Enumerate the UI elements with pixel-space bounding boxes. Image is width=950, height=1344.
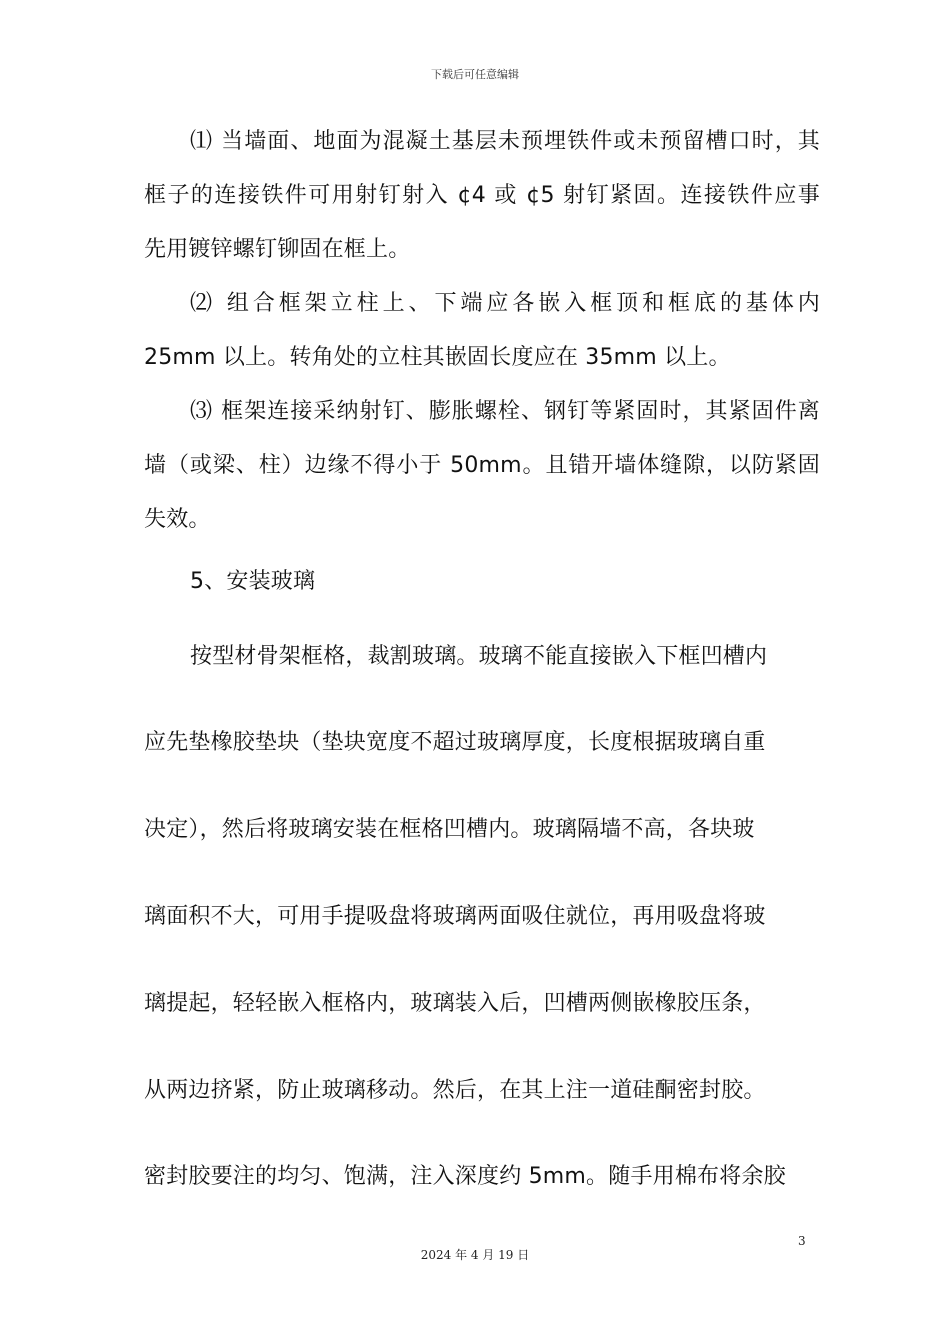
page-number: 3 (798, 1234, 806, 1248)
paragraph-4-line-6: 从两边挤紧，防止玻璃移动。然后，在其上注一道硅酮密封胶。 (144, 1078, 766, 1103)
paragraph-4-line-7: 密封胶要注的均匀、饱满，注入深度约 5mm。随手用棉布将余胶 (144, 1164, 786, 1189)
paragraph-4-line-5: 璃提起，轻轻嵌入框格内，玻璃装入后，凹槽两侧嵌橡胶压条， (144, 991, 766, 1016)
paragraph-4-line-4: 璃面积不大，可用手提吸盘将玻璃两面吸住就位，再用吸盘将玻 (144, 904, 766, 929)
page-header: 下载后可任意编辑 (431, 68, 519, 81)
paragraph-1-line-2: 框子的连接铁件可用射钉射入 ¢4 或 ¢5 射钉紧固。连接铁件应事 (144, 183, 820, 208)
paragraph-1-line-3: 先用镀锌螺钉铆固在框上。 (144, 237, 411, 262)
page-footer-date: 2024 年 4 月 19 日 (420, 1248, 530, 1262)
paragraph-3-line-3: 失效。 (144, 507, 211, 532)
paragraph-3-line-2: 墙（或梁、柱）边缘不得小于 50mm。且错开墙体缝隙，以防紧固 (144, 453, 820, 478)
paragraph-4-line-2: 应先垫橡胶垫块（垫块宽度不超过玻璃厚度，长度根据玻璃自重 (144, 730, 766, 755)
paragraph-4-line-1: 按型材骨架框格，裁割玻璃。玻璃不能直接嵌入下框凹槽内 (190, 644, 768, 669)
paragraph-4-line-3: 决定），然后将玻璃安装在框格凹槽内。玻璃隔墙不高，各块玻 (144, 817, 755, 842)
section-heading: 5、安装玻璃 (190, 569, 316, 594)
paragraph-2-line-1: ⑵ 组合框架立柱上、下端应各嵌入框顶和框底的基体内 (190, 291, 820, 316)
paragraph-2-line-2: 25mm 以上。转角处的立柱其嵌固长度应在 35mm 以上。 (144, 345, 731, 370)
paragraph-1-line-1: ⑴ 当墙面、地面为混凝土基层未预埋铁件或未预留槽口时，其 (190, 129, 820, 154)
paragraph-3-line-1: ⑶ 框架连接采纳射钉、膨胀螺栓、钢钉等紧固时，其紧固件离 (190, 399, 820, 424)
